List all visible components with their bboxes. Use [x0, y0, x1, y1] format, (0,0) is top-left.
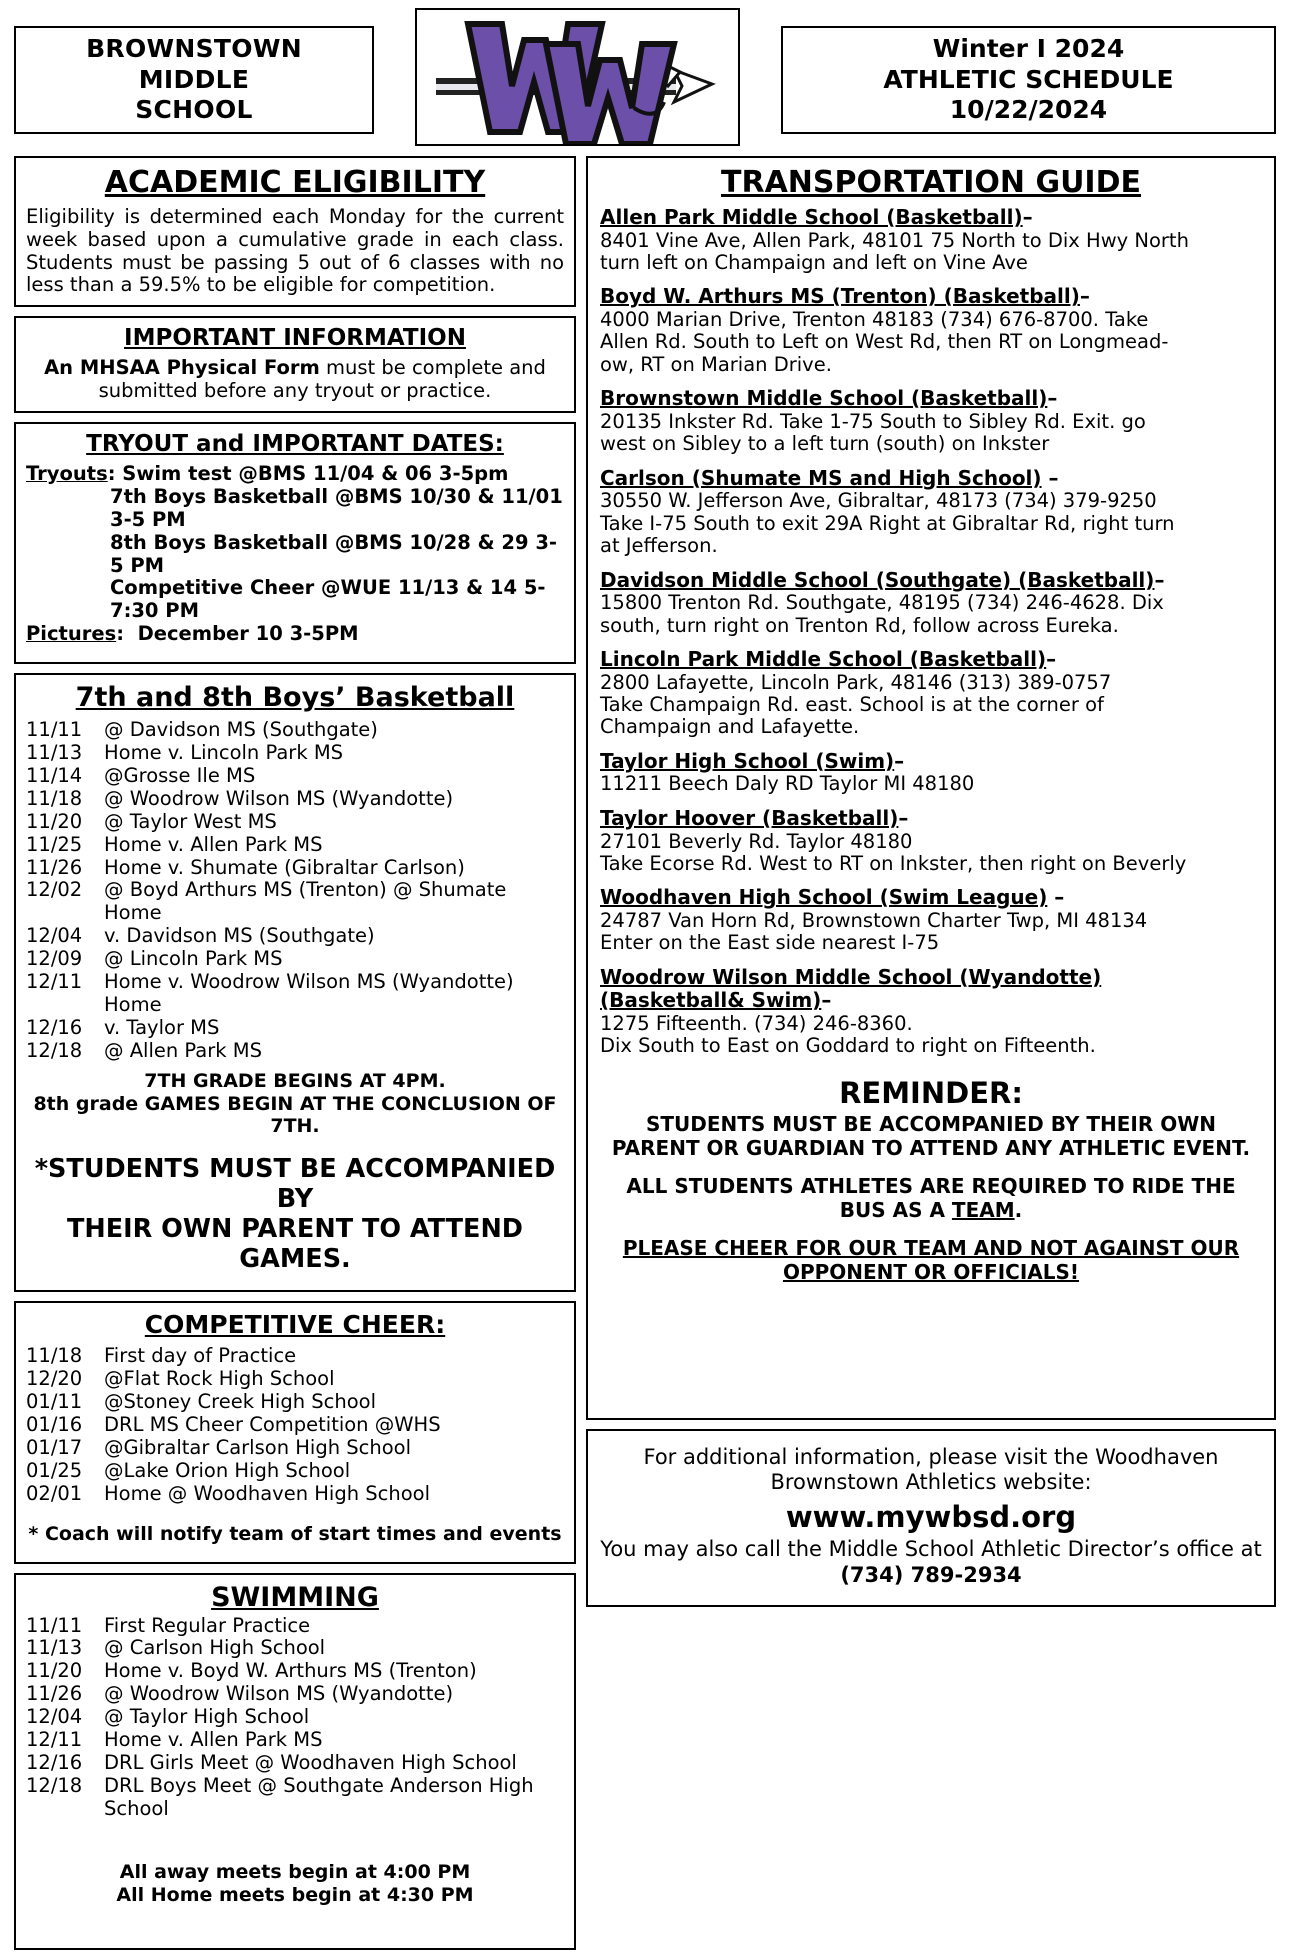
schedule-row [26, 788, 564, 811]
schedule-row [26, 719, 564, 742]
schedule-date: 11/26 [26, 1682, 83, 1706]
swimming-schedule-list [26, 1615, 564, 1821]
schedule-date: 12/18 [26, 1773, 83, 1797]
schedule-date: 12/09 [26, 947, 83, 971]
schedule-row [26, 1437, 564, 1460]
schedule-row [26, 1391, 564, 1414]
schedule-row [26, 1414, 564, 1437]
swimming-note-line2: All Home meets begin at 4:30 PM [116, 1883, 474, 1906]
reminder-team-word: TEAM [951, 1197, 1015, 1222]
schedule-date: 12/16 [26, 1751, 83, 1774]
schedule-row [26, 1775, 564, 1821]
athletic-director-phone: (734) 789-2934 [840, 1563, 1022, 1588]
schedule-row [26, 765, 564, 788]
swimming-note-line1: All away meets begin at 4:00 PM [119, 1860, 471, 1883]
transportation-entry [600, 206, 1262, 274]
schedule-row [26, 742, 564, 765]
basketball-note-8th: 8th grade GAMES BEGIN AT THE CONCLUSION OF 7TH. [33, 1092, 557, 1138]
schedule-date: 11/13 [26, 741, 83, 765]
transportation-address-line: 24787 Van Horn Rd, Brownstown Charter Twp, MI 48134 [600, 908, 1148, 932]
transportation-address-line: Take I-75 South to exit 29A Right at Gibraltar Rd, right turn [600, 511, 1175, 535]
transportation-entry [600, 648, 1262, 739]
schedule-row [26, 1729, 564, 1752]
transportation-entry [600, 467, 1262, 558]
schedule-event: First day of Practice [104, 1344, 297, 1368]
transportation-location-name: Woodrow Wilson Middle School (Wyandotte) (Basketball& Swim)– [600, 964, 1102, 1013]
schedule-date: 12/04 [26, 924, 83, 948]
schedule-event: @ Davidson MS (Southgate) [104, 718, 378, 742]
schedule-event: @Lake Orion High School [104, 1458, 351, 1482]
transportation-address-line: ow, RT on Marian Drive. [600, 352, 832, 376]
schedule-date: 12/18 [26, 1038, 83, 1062]
schedule-event: @Grosse Ile MS [104, 763, 256, 787]
transportation-location-name: Davidson Middle School (Southgate) (Basketball)– [600, 567, 1165, 592]
transportation-entry [600, 387, 1262, 455]
schedule-event: @ Boyd Arthurs MS (Trenton) @ Shumate Home [104, 878, 507, 925]
schedule-date: 11/18 [26, 1344, 83, 1368]
schedule-date: 12/11 [26, 1728, 83, 1752]
basketball-warning-line1: *STUDENTS MUST BE ACCOMPANIED BY [34, 1154, 556, 1214]
tryout-line-1: 8th Boys Basketball @BMS 10/28 & 29 3-5 PM [110, 530, 557, 577]
schedule-row [26, 1660, 564, 1683]
reminder-line2-pre: ALL STUDENTS ATHLETES ARE REQUIRED TO RIDE THE BUS AS A [626, 1173, 1236, 1222]
transportation-address-line: 11211 Beech Daly RD Taylor MI 48180 [600, 772, 975, 796]
transportation-entry [600, 807, 1262, 875]
schedule-row [26, 948, 564, 971]
school-name-line1: BROWNSTOWN [86, 34, 302, 64]
transportation-address-line: Dix South to East on Goddard to right on Fifteenth. [600, 1034, 1096, 1058]
w-logo-icon [428, 10, 728, 144]
school-logo [415, 8, 740, 146]
footer-line1: For additional information, please visit the Woodhaven Brownstown Athletics website: [643, 1444, 1219, 1495]
academic-eligibility-section [14, 156, 576, 307]
transportation-address-line: Champaign and Lafayette. [600, 715, 860, 739]
transportation-address-line: 2800 Lafayette, Lincoln Park, 48146 (313) 389-0757 [600, 670, 1112, 694]
schedule-date: 11/18 [26, 786, 83, 810]
schedule-event: Home v. Allen Park MS [104, 832, 323, 856]
season-line1: Winter I 2024 [932, 34, 1125, 64]
transportation-address-line: turn left on Champaign and left on Vine Ave [600, 251, 1028, 275]
schedule-date: 11/20 [26, 809, 83, 833]
transportation-entry [600, 966, 1262, 1058]
important-information-body [26, 357, 564, 403]
schedule-event: Home @ Woodhaven High School [104, 1481, 431, 1505]
tryout-line-2: Competitive Cheer @WUE 11/13 & 14 5-7:30 PM [110, 576, 546, 623]
season-title-box [781, 26, 1276, 134]
website-url[interactable]: www.mywbsd.org [785, 1500, 1077, 1535]
schedule-event: Home v. Boyd W. Arthurs MS (Trenton) [104, 1659, 477, 1683]
basketball-title: 7th and 8th Boys’ Basketball [75, 682, 515, 714]
tryout-dates-section [14, 422, 576, 664]
transportation-location-name: Woodhaven High School (Swim League) – [600, 885, 1065, 910]
transportation-address-line: 8401 Vine Ave, Allen Park, 48101 75 North to Dix Hwy North [600, 228, 1189, 252]
transportation-address-line: 1275 Fifteenth. (734) 246-8360. [600, 1011, 913, 1035]
transportation-location-name: Carlson (Shumate MS and High School) – [600, 465, 1059, 490]
left-column [14, 156, 576, 1959]
tryouts-first-value: Swim test @BMS 11/04 & 06 3-5pm [122, 461, 509, 485]
schedule-row [26, 1368, 564, 1391]
schedule-event: @ Lincoln Park MS [104, 947, 283, 971]
schedule-event: @ Taylor West MS [104, 809, 277, 833]
cheer-schedule-list [26, 1345, 564, 1505]
transportation-location-name: Brownstown Middle School (Basketball)– [600, 386, 1058, 411]
school-name-line3: SCHOOL [135, 95, 253, 125]
transportation-location-name: Allen Park Middle School (Basketball)– [600, 205, 1033, 229]
season-line2: ATHLETIC SCHEDULE [883, 64, 1174, 94]
schedule-event: @Gibraltar Carlson High School [104, 1436, 412, 1460]
transportation-entry [600, 569, 1262, 637]
transportation-location-name: Taylor High School (Swim)– [600, 748, 905, 773]
school-name-box [14, 26, 374, 134]
transportation-entry [600, 285, 1262, 376]
important-information-title: IMPORTANT INFORMATION [124, 325, 466, 352]
schedule-date: 12/04 [26, 1705, 83, 1729]
schedule-row [26, 1706, 564, 1729]
transportation-address-line: 27101 Beverly Rd. Taylor 48180 [600, 829, 913, 853]
transportation-location-name: Boyd W. Arthurs MS (Trenton) (Basketball)– [600, 284, 1090, 309]
schedule-row [26, 925, 564, 948]
schedule-date: 11/11 [26, 718, 83, 742]
mhsaa-form-rest: must be complete and submitted before any tryout or practice. [98, 356, 546, 403]
reminder-line2-post: . [1014, 1197, 1023, 1222]
schedule-row [26, 879, 564, 925]
transportation-address-line: 15800 Trenton Rd. Southgate, 48195 (734) 246-4628. Dix [600, 591, 1164, 615]
transportation-address-line: south, turn right on Trenton Rd, follow across Eureka. [600, 613, 1119, 637]
schedule-date: 11/11 [26, 1613, 83, 1637]
swimming-title: SWIMMING [211, 1581, 379, 1613]
schedule-date: 01/17 [26, 1436, 83, 1460]
cheer-note: * Coach will notify team of start times and events [28, 1522, 562, 1545]
schedule-row [26, 857, 564, 880]
content-columns [14, 156, 1276, 1959]
transportation-address-line: west on Sibley to a left turn (south) on Inkster [600, 432, 1050, 456]
schedule-event: DRL MS Cheer Competition @WHS [104, 1413, 441, 1437]
schedule-row [26, 1040, 564, 1063]
schedule-event: @Flat Rock High School [104, 1367, 335, 1391]
schedule-date: 11/25 [26, 832, 83, 856]
schedule-date: 12/20 [26, 1367, 83, 1391]
competitive-cheer-section [14, 1301, 576, 1563]
basketball-note-7th: 7TH GRADE BEGINS AT 4PM. [144, 1069, 446, 1092]
right-column [586, 156, 1276, 1616]
schedule-date: 12/16 [26, 1015, 83, 1039]
schedule-row [26, 1637, 564, 1660]
transportation-entry [600, 750, 1262, 796]
transportation-location-name: Taylor Hoover (Basketball)– [600, 805, 909, 830]
schedule-date: 01/16 [26, 1413, 83, 1437]
schedule-row [26, 971, 564, 1017]
transportation-address-line: at Jefferson. [600, 534, 718, 558]
schedule-event: Home v. Shumate (Gibraltar Carlson) [104, 855, 465, 879]
transportation-address-line: 30550 W. Jefferson Ave, Gibraltar, 48173 (734) 379-9250 [600, 489, 1157, 513]
tryouts-first-line: Tryouts: Swim test @BMS 11/04 & 06 3-5pm [26, 461, 509, 485]
footer-line2 [600, 1537, 1262, 1588]
schedule-event: Home v. Woodrow Wilson MS (Wyandotte) Home [104, 970, 514, 1016]
schedule-row [26, 1615, 564, 1638]
schedule-row [26, 1752, 564, 1775]
schedule-event: @ Allen Park MS [104, 1038, 262, 1062]
schedule-event: @ Carlson High School [104, 1636, 326, 1660]
schedule-date: 01/25 [26, 1458, 83, 1482]
tryout-dates-list [26, 463, 564, 646]
schedule-event: First Regular Practice [104, 1613, 311, 1637]
reminder-body [600, 1112, 1262, 1284]
season-line3: 10/22/2024 [949, 95, 1108, 125]
schedule-event: Home v. Lincoln Park MS [104, 741, 344, 765]
schedule-event: @ Woodrow Wilson MS (Wyandotte) [104, 786, 454, 810]
transportation-guide-section [586, 156, 1276, 1420]
schedule-event: v. Davidson MS (Southgate) [104, 924, 375, 948]
schedule-date: 11/13 [26, 1636, 83, 1660]
school-name-line2: MIDDLE [138, 64, 250, 94]
tryout-line-0: 7th Boys Basketball @BMS 10/30 & 11/01 3-5 PM [110, 484, 563, 531]
pictures-value: December 10 3-5PM [137, 622, 359, 646]
schedule-row [26, 834, 564, 857]
transportation-location-name: Lincoln Park Middle School (Basketball)– [600, 647, 1057, 672]
schedule-event: DRL Girls Meet @ Woodhaven High School [104, 1751, 517, 1774]
footer-line2-pre: You may also call the Middle School Athletic Director’s office at [600, 1537, 1262, 1562]
schedule-row [26, 1483, 564, 1506]
transportation-address-line: Enter on the East side nearest I-75 [600, 931, 940, 955]
footer-info-section [586, 1429, 1276, 1607]
transportation-address-line: 4000 Marian Drive, Trenton 48183 (734) 676-8700. Take [600, 308, 1149, 332]
schedule-row [26, 1683, 564, 1706]
pictures-line: Pictures: December 10 3-5PM [26, 622, 359, 646]
academic-eligibility-body: Eligibility is determined each Monday for the current week based upon a cumulative grade in each class. Students must be passing 5 out of 6 classes with no less than a 59.5% to be eligible for competition. [26, 205, 564, 297]
reminder-line1: STUDENTS MUST BE ACCOMPANIED BY THEIR OWN PARENT OR GUARDIAN TO ATTEND ANY ATHLETIC EVENT. [611, 1111, 1251, 1160]
basketball-section [14, 673, 576, 1292]
pictures-label: Pictures [26, 622, 117, 646]
schedule-event: v. Taylor MS [104, 1015, 220, 1039]
schedule-event: @ Taylor High School [104, 1705, 310, 1729]
cheer-title: COMPETITIVE CHEER: [144, 1310, 446, 1340]
basketball-schedule-list [26, 719, 564, 1063]
academic-eligibility-title: ACADEMIC ELIGIBILITY [104, 165, 486, 200]
schedule-event: @Stoney Creek High School [104, 1390, 376, 1414]
tryout-dates-title: TRYOUT and IMPORTANT DATES: [86, 430, 504, 457]
mhsaa-form-bold: An MHSAA Physical Form [44, 356, 320, 380]
swimming-section [14, 1573, 576, 1951]
page-header [14, 8, 1276, 148]
schedule-row [26, 811, 564, 834]
schedule-date: 11/14 [26, 763, 83, 787]
schedule-row [26, 1345, 564, 1368]
reminder-line2 [600, 1174, 1262, 1222]
schedule-event: @ Woodrow Wilson MS (Wyandotte) [104, 1682, 454, 1706]
reminder-title: REMINDER: [839, 1075, 1023, 1110]
tryouts-label: Tryouts [26, 461, 108, 485]
transportation-entry-list [600, 206, 1262, 1058]
transportation-entry [600, 886, 1262, 954]
transportation-address-line: Take Champaign Rd. east. School is at the corner of [600, 693, 1104, 717]
schedule-date: 11/20 [26, 1659, 83, 1683]
schedule-date: 11/26 [26, 855, 83, 879]
reminder-line3: PLEASE CHEER FOR OUR TEAM AND NOT AGAINST OUR OPPONENT OR OFFICIALS! [622, 1235, 1240, 1284]
schedule-event: Home v. Allen Park MS [104, 1728, 323, 1752]
basketball-warning-line2: THEIR OWN PARENT TO ATTEND GAMES. [67, 1213, 523, 1274]
transportation-address-line: Allen Rd. South to Left on West Rd, then RT on Longmead- [600, 330, 1169, 354]
schedule-row [26, 1460, 564, 1483]
schedule-date: 12/11 [26, 970, 83, 994]
transportation-address-line: Take Ecorse Rd. West to RT on Inkster, then right on Beverly [600, 851, 1187, 875]
schedule-date: 12/02 [26, 878, 83, 902]
important-information-section [14, 316, 576, 413]
schedule-date: 01/11 [26, 1390, 83, 1414]
transportation-guide-title: TRANSPORTATION GUIDE [721, 165, 1141, 200]
transportation-address-line: 20135 Inkster Rd. Take 1-75 South to Sibley Rd. Exit. go [600, 409, 1146, 433]
schedule-date: 02/01 [26, 1481, 83, 1505]
schedule-row [26, 1017, 564, 1040]
schedule-event: DRL Boys Meet @ Southgate Anderson High School [104, 1773, 534, 1820]
